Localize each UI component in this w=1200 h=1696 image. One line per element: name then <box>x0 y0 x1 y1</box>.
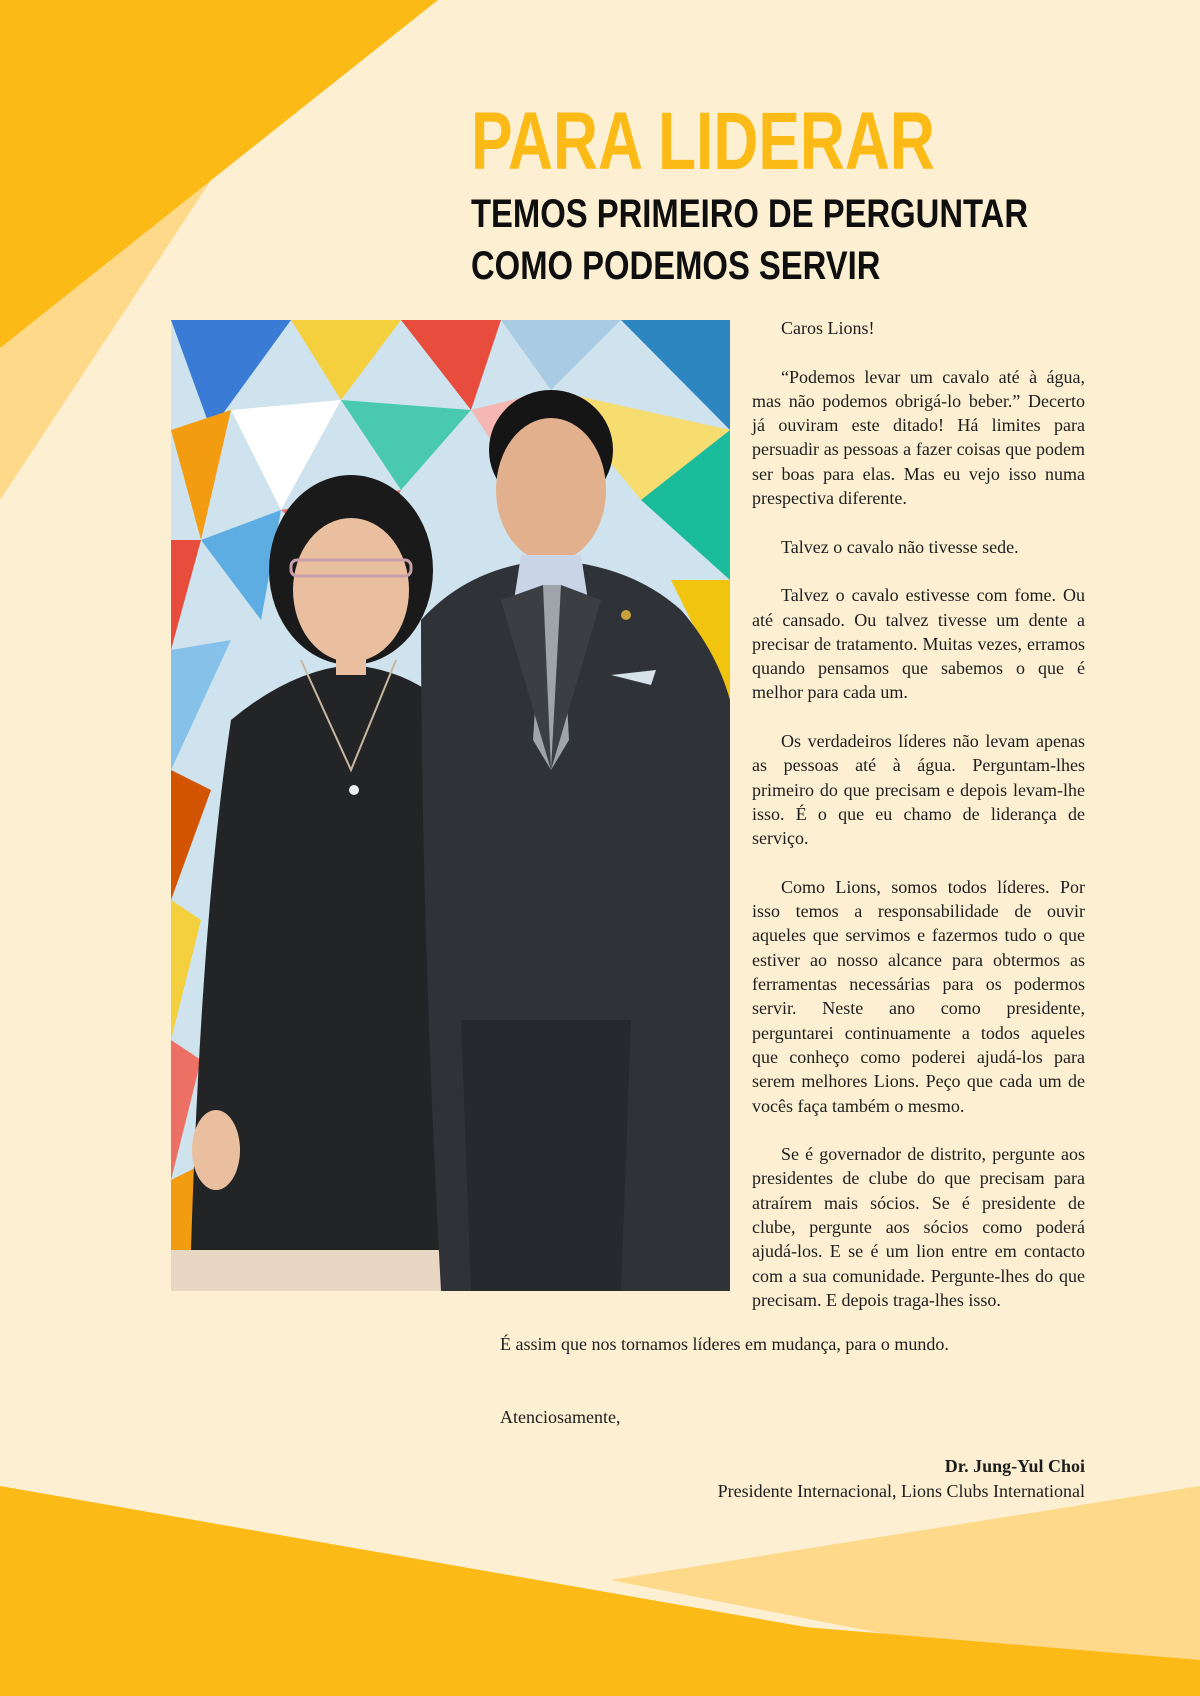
letter-paragraph: Talvez o cavalo estivesse com fome. Ou até cansado. Ou talvez tivesse um dente a precisar de tratamento. Muitas vezes, erramos quando pensamos que sabemos o que é melhor para cada um. <box>752 585 1085 703</box>
letter-paragraph: Os verdadeiros líderes não levam apenas as pessoas até à água. Perguntam-lhes primeiro do que precisam e depois levam-lhe isso. É o que eu chamo de liderança de serviço. <box>752 731 1085 849</box>
headline-sub-line-2: COMO PODEMOS SERVIR <box>471 244 881 288</box>
signature-block <box>600 1454 1085 1504</box>
signer-title: Presidente Internacional, Lions Clubs International <box>717 1481 1085 1501</box>
closing-statement <box>500 1332 1100 1356</box>
letter-body <box>752 316 1085 1336</box>
letter-paragraph: Talvez o cavalo não tivesse sede. <box>781 536 1019 557</box>
article-heading <box>471 96 1171 292</box>
signer-name: Dr. Jung-Yul Choi <box>944 1456 1085 1476</box>
closing-line: É assim que nos tornamos líderes em mudança, para o mundo. <box>500 1334 949 1354</box>
letter-greeting: Caros Lions! <box>781 318 875 338</box>
letter-paragraph: Como Lions, somos todos líderes. Por isso temos a responsabilidade de ouvir aqueles que servimos e fazermos tudo o que estiver ao nosso alcance para obtermos as ferramentas necessárias para os podermos servir. Neste ano como presidente, perguntarei continuamente a todos aqueles que conheço como poderei ajudá-los para serem melhores Lions. Peço que cada um de vocês faça também o mesmo. <box>752 876 1085 1116</box>
letter-paragraph: “Podemos levar um cavalo até à água, mas não podemos obrigá-lo beber.” Decerto já ouviram este ditado! Há limites para persuadir as pessoas a fazer coisas que podem ser boas para elas. Mas eu vejo isso numa prespectiva diferente. <box>752 366 1085 509</box>
top-left-yellow-triangle <box>0 0 438 348</box>
headline-main: PARA LIDERAR <box>471 96 935 187</box>
regards: Atenciosamente, <box>500 1407 621 1427</box>
portrait-photo <box>171 320 730 1291</box>
letter-paragraph: Se é governador de distrito, pergunte aos presidentes de clube do que precisam para atraírem mais sócios. Se é presidente de clube, pergunte aos sócios como poderá ajudá-los. E se é um lion entre em contacto com a sua comunidade. Pergunte-lhes do que precisam. E depois traga-lhes isso. <box>752 1144 1085 1310</box>
headline-sub-line-1: TEMOS PRIMEIRO DE PERGUNTAR <box>471 192 1029 236</box>
